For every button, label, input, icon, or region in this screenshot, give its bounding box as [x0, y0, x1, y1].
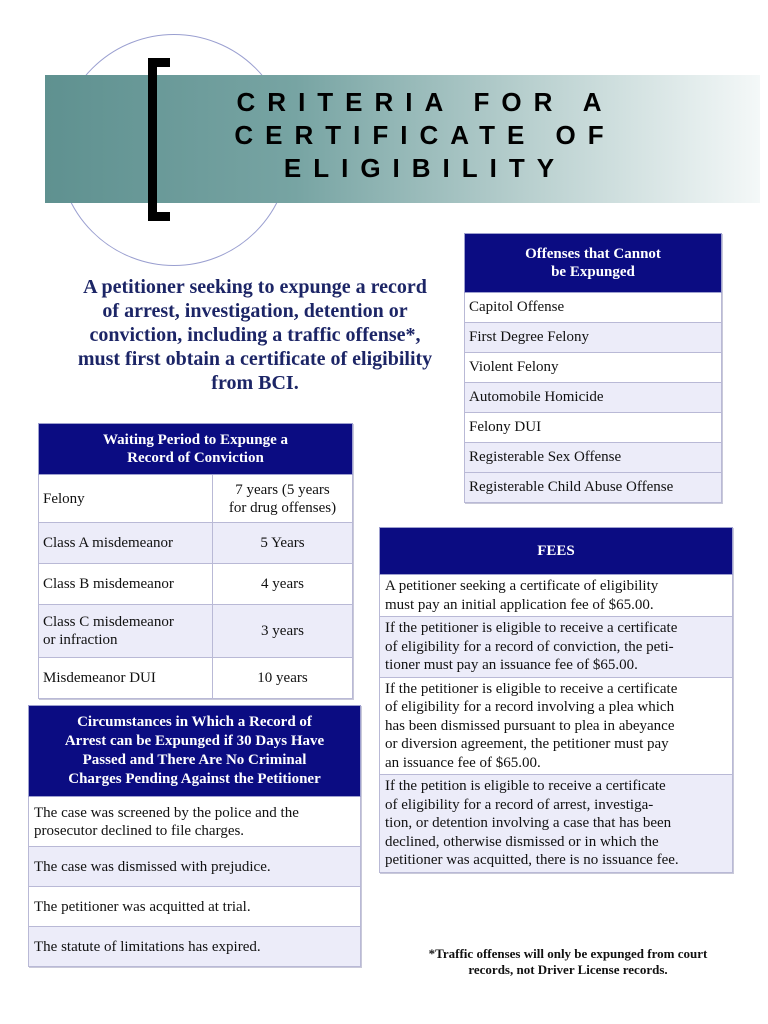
offense-row: Violent Felony — [465, 353, 722, 383]
offenses-table — [464, 233, 722, 503]
title-line-1: CRITERIA FOR A — [236, 87, 614, 117]
fee-row — [380, 617, 733, 678]
period-line: for drug offenses) — [228, 499, 337, 516]
offense-cell: Class A misdemeanor — [39, 523, 213, 564]
fees-table — [379, 527, 733, 873]
offense-row: Registerable Sex Offense — [465, 443, 722, 473]
fee-line: If the petitioner is eligible to receive a certificate — [385, 680, 678, 697]
fee-line: of eligibility for a record of arrest, investiga- — [385, 796, 654, 813]
circ-line: The case was screened by the police and the — [34, 804, 299, 821]
offense-row: Capitol Offense — [465, 293, 722, 323]
period-cell: 4 years — [213, 564, 353, 605]
fee-line: A petitioner seeking a certificate of eligibility — [385, 578, 659, 594]
offense-cell: Misdemeanor DUI — [39, 658, 213, 699]
circ-header-line: Passed and There Are No Criminal — [82, 752, 307, 768]
period-line: 7 years (5 years — [235, 481, 330, 498]
fee-row — [380, 677, 733, 775]
fee-row — [380, 775, 733, 873]
fee-line: must pay an initial application fee of $65.00. — [385, 596, 654, 613]
intro-paragraph: A petitioner seeking to expunge a record of arrest, investigation, detention or conviction, including a traffic offense*, must first obtain a certificate of eligibility from BCI. — [77, 276, 433, 394]
circumstance-row: The statute of limitations has expired. — [29, 927, 361, 967]
offense-cell — [39, 605, 213, 658]
circumstance-row: The petitioner was acquitted at trial. — [29, 887, 361, 927]
offenses-header-line: be Expunged — [551, 264, 635, 280]
offense-row: Automobile Homicide — [465, 383, 722, 413]
circumstance-row: The case was dismissed with prejudice. — [29, 847, 361, 887]
period-cell — [213, 475, 353, 523]
offense-line: or infraction — [43, 632, 118, 648]
fees-header: FEES — [380, 528, 733, 575]
offense-row: First Degree Felony — [465, 323, 722, 353]
period-cell: 3 years — [213, 605, 353, 658]
title-line-3: ELIGIBILITY — [283, 153, 567, 183]
fee-line: petitioner was acquitted, there is no issuance fee. — [385, 852, 679, 868]
fee-row — [380, 575, 733, 617]
circumstances-header — [29, 706, 361, 797]
circ-header-line: Charges Pending Against the Petitioner — [68, 771, 321, 787]
bracket-decoration — [148, 58, 170, 221]
fee-line: tion, or detention involving a case that has been — [385, 815, 672, 831]
circumstances-table — [28, 705, 361, 967]
period-cell: 10 years — [213, 658, 353, 699]
fee-line: or diversion agreement, the petitioner must pay — [385, 736, 669, 752]
fee-line: has been dismissed pursuant to plea in abeyance — [385, 717, 675, 734]
offenses-header — [465, 234, 722, 293]
fee-line: tioner must pay an issuance fee of $65.00. — [385, 657, 638, 673]
circ-line: prosecutor declined to file charges. — [34, 822, 245, 839]
circ-header-line: Arrest can be Expunged if 30 Days Have — [64, 733, 325, 749]
offense-cell: Felony — [39, 475, 213, 523]
fee-line: of eligibility for a record of conviction, the peti- — [385, 638, 674, 655]
circumstance-row — [29, 797, 361, 847]
offense-line: Class C misdemeanor — [43, 614, 174, 630]
fee-line: of eligibility for a record involving a plea which — [385, 699, 675, 715]
fee-line: declined, otherwise dismissed or in which the — [385, 833, 659, 850]
fee-line: If the petitioner is eligible to receive a certificate — [385, 620, 678, 636]
footnote-line: records, not Driver License records. — [468, 962, 668, 977]
title-line-2: CERTIFICATE OF — [234, 120, 616, 150]
offenses-header-line: Offenses that Cannot — [525, 246, 661, 262]
circ-header-line: Circumstances in Which a Record of — [77, 714, 312, 730]
waiting-period-table — [38, 423, 353, 699]
waiting-period-header — [39, 424, 353, 475]
fee-line: an issuance fee of $65.00. — [385, 754, 541, 771]
waiting-header-line: Waiting Period to Expunge a — [102, 432, 289, 448]
page-title — [170, 86, 680, 185]
period-cell: 5 Years — [213, 523, 353, 564]
fee-line: If the petition is eligible to receive a certificate — [385, 778, 666, 794]
offense-row: Felony DUI — [465, 413, 722, 443]
offense-row: Registerable Child Abuse Offense — [465, 473, 722, 503]
footnote-line: *Traffic offenses will only be expunged from court — [428, 946, 708, 961]
footnote — [398, 946, 738, 978]
waiting-header-line: Record of Conviction — [127, 450, 264, 466]
offense-cell: Class B misdemeanor — [39, 564, 213, 605]
